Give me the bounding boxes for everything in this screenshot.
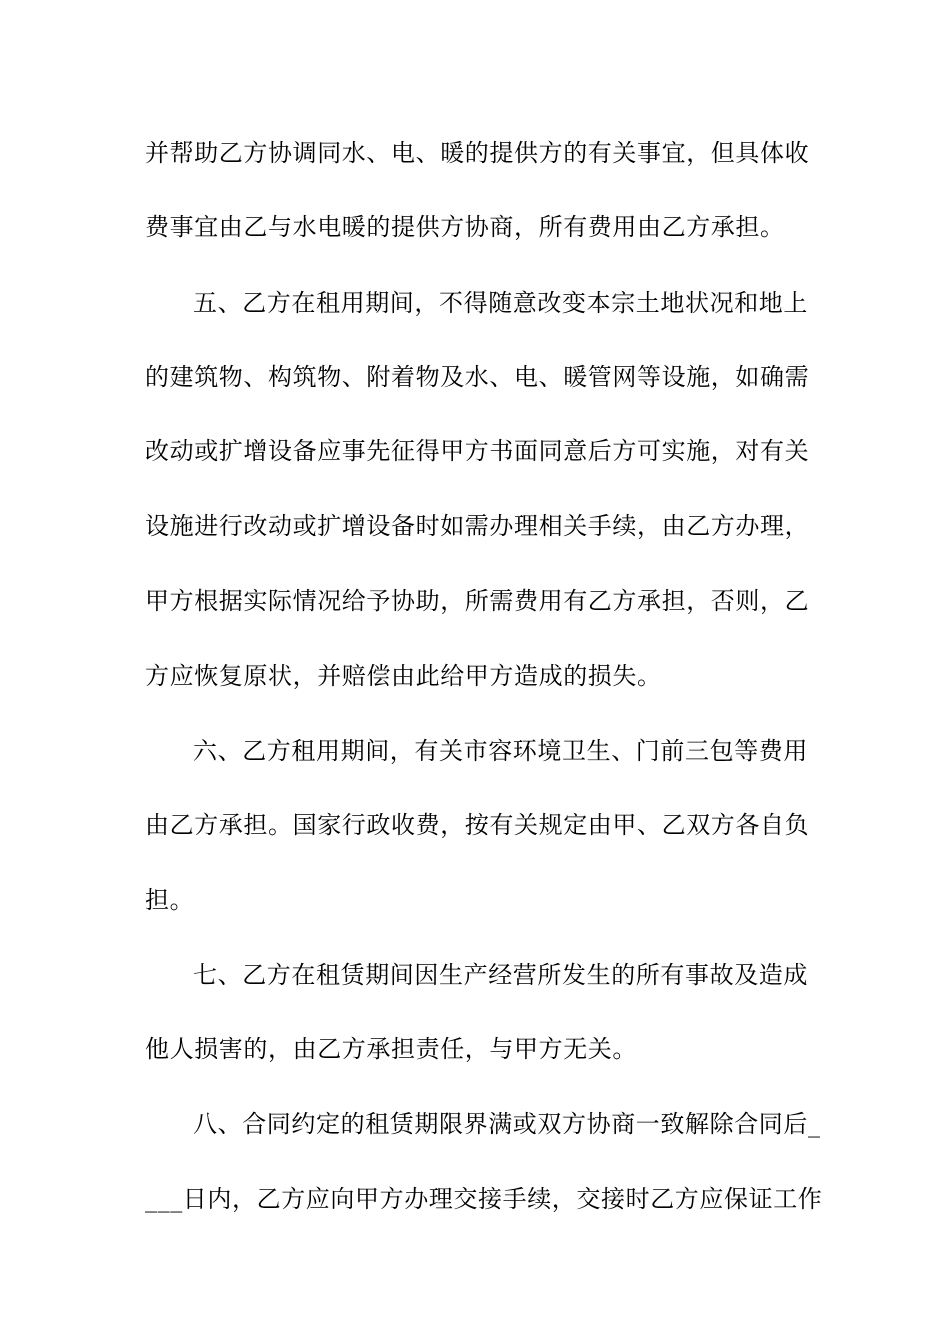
text-line-2: 费事宜由乙与水电暖的提供方协商，所有费用由乙方承担。 — [145, 213, 785, 241]
text-line-11: 担。 — [145, 886, 195, 914]
text-line-1: 并帮助乙方协调同水、电、暖的提供方的有关事宜，但具体收 — [145, 139, 810, 167]
text-line-5: 改动或扩增设备应事先征得甲方书面同意后方可实施，对有关 — [145, 437, 810, 465]
clause-7-line-1: 七、乙方在租赁期间因生产经营所发生的所有事故及造成 — [193, 961, 808, 989]
clause-8-line-1: 八、合同约定的租赁期限界满或双方协商一致解除合同后_ — [193, 1110, 821, 1138]
text-line-4: 的建筑物、构筑物、附着物及水、电、暖管网等设施，如确需 — [145, 363, 810, 391]
text-line-8: 方应恢复原状，并赔偿由此给甲方造成的损失。 — [145, 662, 662, 690]
text-line-10: 由乙方承担。国家行政收费，按有关规定由甲、乙双方各自负 — [145, 811, 810, 839]
clause-5-line-1: 五、乙方在租用期间，不得随意改变本宗土地状况和地上 — [193, 289, 808, 317]
clause-6-line-1: 六、乙方租用期间，有关市容环境卫生、门前三包等费用 — [193, 737, 808, 765]
text-line-15: ___日内，乙方应向甲方办理交接手续，交接时乙方应保证工作 — [145, 1185, 823, 1213]
text-line-13: 他人损害的，由乙方承担责任，与甲方无关。 — [145, 1035, 637, 1063]
text-line-6: 设施进行改动或扩增设备时如需办理相关手续，由乙方办理， — [145, 512, 810, 540]
text-line-7: 甲方根据实际情况给予协助，所需费用有乙方承担，否则，乙 — [145, 587, 810, 615]
